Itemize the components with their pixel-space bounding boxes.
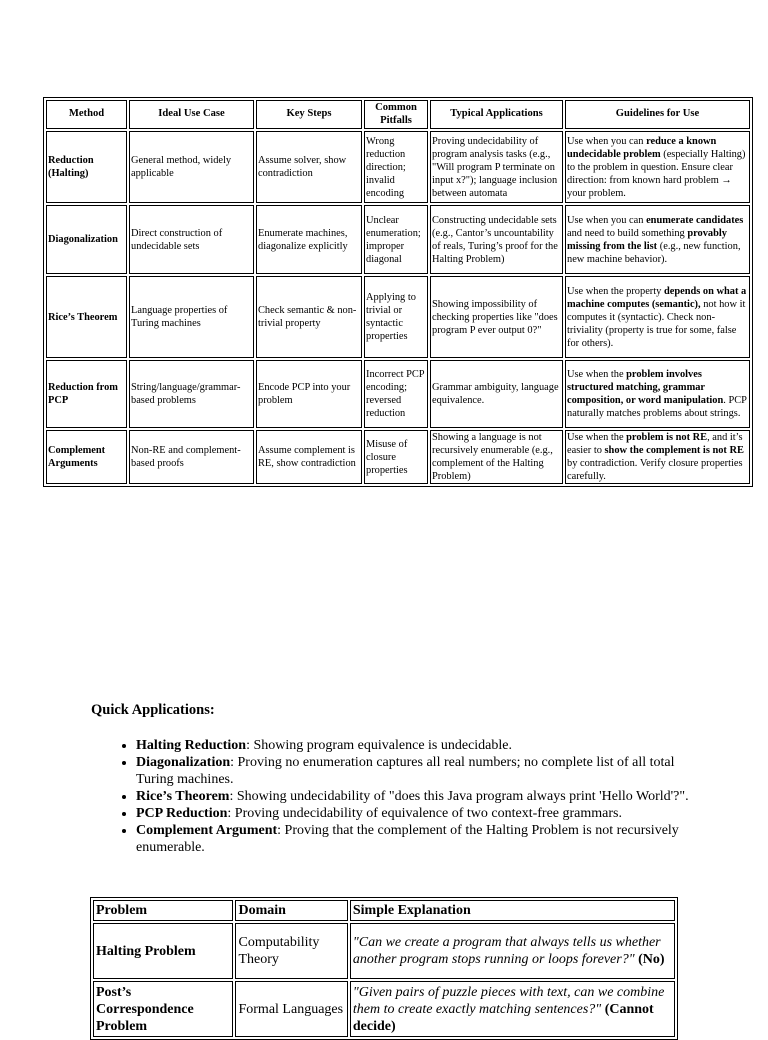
applications-cell: Showing impossibility of checking properties like "does program P ever output 0?" [430, 276, 563, 358]
guidelines-cell [565, 205, 750, 274]
header-simple-explanation: Simple Explanation [350, 900, 675, 921]
domain-cell: Formal Languages [235, 981, 347, 1037]
table-row [46, 205, 750, 274]
list-item [136, 788, 706, 805]
use-case-cell: Language properties of Turing machines [129, 276, 254, 358]
list-item-term: PCP Reduction [136, 806, 228, 821]
quick-applications-heading: Quick Applications: [91, 702, 215, 718]
table-row [46, 430, 750, 484]
pitfalls-cell: Misuse of closure properties [364, 430, 428, 484]
explanation-cell [350, 923, 675, 979]
header-problem: Problem [93, 900, 233, 921]
bold-text: depends on what a machine computes (semantic), [567, 285, 747, 310]
domain-cell: Computability Theory [235, 923, 347, 979]
list-item-text: : Proving that the complement of the Halting Problem is not recursively enumerable. [136, 823, 679, 855]
guidelines-cell [565, 360, 750, 428]
header-domain: Domain [235, 900, 347, 921]
text-run: Use when you can [567, 214, 647, 226]
list-item-text: : Showing program equivalence is undecidable. [246, 738, 513, 753]
method-cell: Reduction from PCP [46, 360, 127, 428]
pitfalls-cell: Applying to trivial or syntactic properties [364, 276, 428, 358]
method-cell: Diagonalization [46, 205, 127, 274]
text-run: not how it computes it (syntactic). Check non-triviality (property is true for some, false for others). [567, 298, 746, 349]
use-case-cell: General method, widely applicable [129, 131, 254, 203]
methods-header-row [46, 100, 750, 129]
pitfalls-cell: Incorrect PCP encoding; reversed reduction [364, 360, 428, 428]
guidelines-cell [565, 276, 750, 358]
problem-cell: Halting Problem [93, 923, 233, 979]
header-ideal-use-case: Ideal Use Case [129, 100, 254, 129]
applications-cell: Showing a language is not recursively enumerable (e.g., complement of the Halting Problem) [430, 430, 563, 484]
header-key-steps: Key Steps [256, 100, 362, 129]
list-item-term: Halting Reduction [136, 738, 247, 753]
bold-text: show the complement is not RE [604, 445, 744, 456]
use-case-cell: String/language/grammar-based problems [129, 360, 254, 428]
quick-applications-list [91, 737, 706, 856]
pitfalls-cell: Wrong reduction direction; invalid encoding [364, 131, 428, 203]
bold-text: provably missing from the list [567, 227, 727, 252]
problems-table [90, 897, 678, 1040]
key-steps-cell: Assume solver, show contradiction [256, 131, 362, 203]
table-row [46, 276, 750, 358]
guidelines-cell [565, 131, 750, 203]
problem-cell: Post’s Correspondence Problem [93, 981, 233, 1037]
header-guidelines: Guidelines for Use [565, 100, 750, 129]
explanation-cell [350, 981, 675, 1037]
key-steps-cell: Assume complement is RE, show contradiction [256, 430, 362, 484]
key-steps-cell: Check semantic & non-trivial property [256, 276, 362, 358]
explanation-quote: "Given pairs of puzzle pieces with text, can we combine them to create exactly matching sentences?" [352, 984, 665, 1017]
text-run: and need to build something [567, 227, 688, 239]
bold-text: reduce a known undecidable problem [567, 135, 717, 160]
key-steps-cell: Encode PCP into your problem [256, 360, 362, 428]
text-run: (especially Halting) to the problem in question. Ensure clear direction: from known hard problem → your problem. [567, 148, 746, 199]
table-row [93, 981, 675, 1037]
explanation-quote: "Can we create a program that always tells us whether another program stops running or loops forever?" [352, 935, 661, 967]
method-cell: Complement Arguments [46, 430, 127, 484]
list-item [136, 737, 706, 754]
header-method: Method [46, 100, 127, 129]
guidelines-cell [565, 430, 750, 484]
applications-cell: Proving undecidability of program analysis tasks (e.g., "Will program P terminate on input x?"); language inclusion between automata [430, 131, 563, 203]
table-row [93, 923, 675, 979]
text-run: , and it’s easier to [567, 432, 743, 456]
list-item [136, 754, 706, 788]
text-run: . PCP naturally matches problems about strings. [567, 395, 747, 419]
bold-text: enumerate candidates [646, 214, 744, 226]
header-common-pitfalls: Common Pitfalls [364, 100, 428, 129]
key-steps-cell: Enumerate machines, diagonalize explicitly [256, 205, 362, 274]
table-row [46, 131, 750, 203]
problems-header-row [93, 900, 675, 921]
text-run: Use when the [567, 369, 627, 380]
list-item [136, 805, 706, 822]
explanation-verdict: (No) [638, 952, 665, 967]
text-run: by contradiction. Verify closure properties carefully. [567, 458, 743, 482]
list-item-text: : Showing undecidability of "does this Java program always print 'Hello World'?". [229, 789, 689, 804]
method-cell: Rice’s Theorem [46, 276, 127, 358]
methods-table [43, 97, 753, 487]
list-item-term: Rice’s Theorem [136, 789, 230, 804]
text-run: Use when you can [567, 135, 647, 147]
list-item-term: Complement Argument [136, 823, 278, 838]
list-item-term: Diagonalization [136, 755, 231, 770]
explanation-verdict: (Cannot decide) [352, 1001, 654, 1034]
list-item [136, 822, 706, 856]
table-row [46, 360, 750, 428]
applications-cell: Constructing undecidable sets (e.g., Cantor’s uncountability of reals, Turing’s proof for the Halting Problem) [430, 205, 563, 274]
text-run: Use when the [567, 432, 627, 443]
text-run: (e.g., new function, new machine behavior). [567, 240, 741, 265]
applications-cell: Grammar ambiguity, language equivalence. [430, 360, 563, 428]
use-case-cell: Direct construction of undecidable sets [129, 205, 254, 274]
text-run: Use when the property [567, 285, 664, 297]
use-case-cell: Non-RE and complement-based proofs [129, 430, 254, 484]
bold-text: problem involves structured matching, grammar composition, or word manipulation [567, 369, 724, 406]
list-item-text: : Proving undecidability of equivalence of two context-free grammars. [227, 806, 622, 821]
list-item-text: : Proving no enumeration captures all real numbers; no complete list of all total Turing machines. [136, 755, 675, 787]
header-typical-applications: Typical Applications [430, 100, 563, 129]
bold-text: problem is not RE [626, 432, 708, 443]
pitfalls-cell: Unclear enumeration; improper diagonal [364, 205, 428, 274]
method-cell: Reduction (Halting) [46, 131, 127, 203]
